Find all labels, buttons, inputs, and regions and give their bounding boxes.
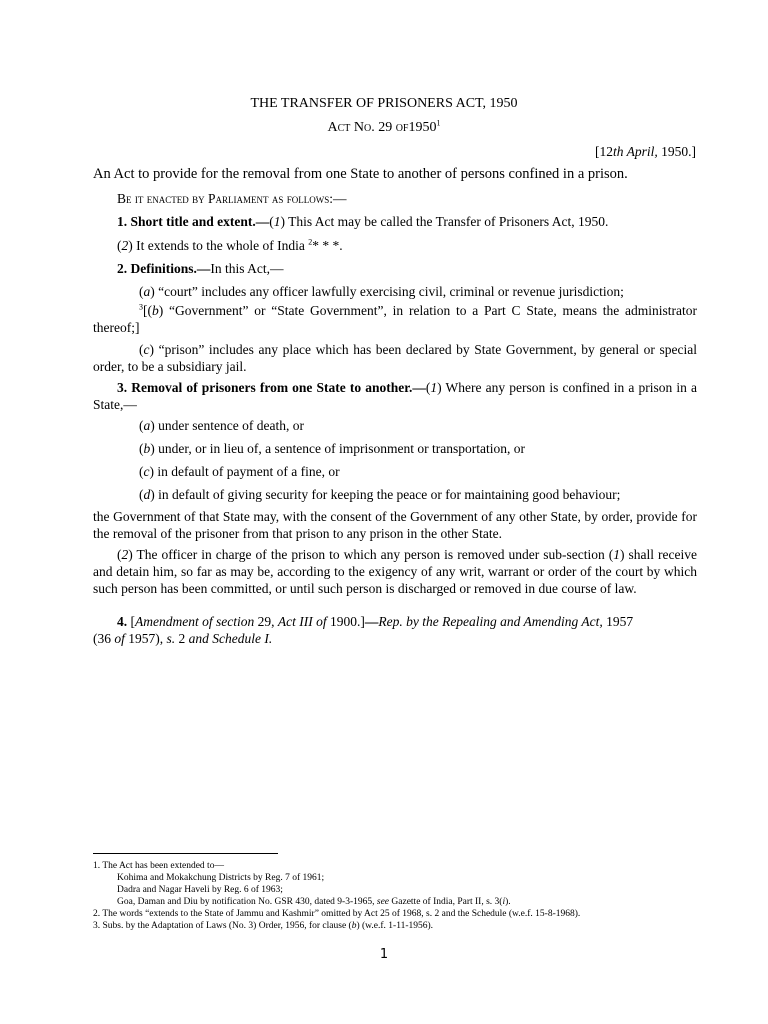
clause-label: c (143, 342, 150, 357)
repeal-ref: of (114, 631, 125, 646)
clause-a: (a) under sentence of death, or (139, 418, 304, 433)
section-1-p2-text: ) It extends to the whole of India (128, 238, 309, 253)
amend-num: 29, (254, 614, 278, 629)
date-open: [12 (594, 144, 613, 159)
act-date (595, 143, 696, 160)
definition-c: (c) “prison” includes any place which has been declared by State Government, by general or special order, to be a subsidiary jail. (93, 342, 697, 374)
footnote-1-line: Kohima and Mokakchung Districts by Reg. 7 of 1961; (117, 873, 325, 883)
clause-d: (d) in default of giving security for keeping the peace or for maintaining good behaviour; (139, 487, 621, 502)
footnote-1: 1. The Act has been extended to— (93, 861, 224, 871)
clause-label: b (143, 441, 151, 456)
section-1-text: ) This Act may be called the Transfer of Prisoners Act, 1950. (280, 214, 609, 229)
amend-year: 1900.] (326, 614, 365, 629)
enacting-clause (117, 190, 347, 207)
section-3-heading: 3. Removal of prisoners from one State to another.— (117, 380, 426, 395)
act-year: 1950 (408, 120, 437, 135)
section-4 (93, 613, 697, 647)
footnote-mark-1: 1 (436, 118, 441, 128)
section-2-intro-text: In this Act,— (210, 261, 284, 276)
footnote-1-line: Dadra and Nagar Haveli by Reg. 6 of 1963; (117, 885, 283, 895)
enact-initial: B (117, 191, 127, 206)
footnote-text: Gazette of India, Part II, s. 3( (389, 897, 503, 907)
amend-text: Amendment of section (135, 614, 255, 629)
repeal-ref: (36 (93, 631, 115, 646)
clause-label: d (143, 487, 151, 502)
section-3-p2-text: ) shall receive and detain him, so far as may be, according to the exigency of any writ, warrant or order of the court by which such person has been committed, or until such person is discharged or removed in due course of law. (93, 547, 697, 596)
clause-label: a (143, 418, 151, 433)
footnote-text: see (376, 897, 390, 907)
paren: ( (117, 238, 122, 253)
footnote-text: i (502, 897, 506, 907)
repeal-ref: s. (166, 631, 176, 646)
section-3-p2-text: ) The officer in charge of the prison to which any person is removed under sub-section ( (128, 547, 614, 562)
subsection-num: 2 (121, 547, 129, 562)
definition-a: (a) “court” includes any officer lawfully exercising civil, criminal or revenue jurisdiction; (139, 284, 624, 299)
repeal-ref: and Schedule I. (188, 631, 273, 646)
definition-text: “court” includes any officer lawfully exercising civil, criminal or revenue jurisdiction; (154, 284, 624, 299)
paren: ( (269, 214, 274, 229)
date-month: th April, (612, 144, 658, 159)
amend-text: Act III of (277, 614, 327, 629)
definition-text: “prison” includes any place which has been declared by State Government, by general or special order, to be a subsidiary jail. (93, 342, 697, 374)
footnote-text: 3. Subs. by the Adaptation of Laws (No. 3) Order, 1956, for clause ( (93, 921, 352, 931)
section-1-heading: 1. Short title and extent.— (117, 214, 270, 229)
repeal-ref: 2 (175, 631, 189, 646)
clause-label: b (152, 303, 159, 318)
clause-label: c (143, 464, 150, 479)
clause-text: in default of giving security for keeping the peace or for maintaining good behaviour; (154, 487, 621, 502)
preamble: An Act to provide for the removal from one State to another of persons confined in a prison. (93, 166, 628, 182)
clause-c: (c) in default of payment of a fine, or (139, 464, 340, 479)
footnote-divider (93, 853, 278, 854)
section-3-p2: (2) The officer in charge of the prison to which any person is removed under sub-section (1) shall receive and detain him, so far as may be, according to the exigency of any writ, warrant or order of the court by which such person has been committed, or until such person is discharged or removed in due course of law. (93, 547, 697, 596)
section-3-intro-text: ) Where any person is confined in a prison in a State,— (93, 380, 697, 412)
act-title: THE TRANSFER OF PRISONERS ACT, 1950 (250, 96, 518, 111)
bracket: [ (127, 614, 135, 629)
section-1-p2 (117, 237, 343, 254)
footnote-3 (93, 920, 433, 932)
definition-text: “Government” or “State Government”, in relation to a Part C State, means the administrator thereof;] (93, 303, 697, 335)
act-number (0, 119, 768, 136)
repeal-ref: 1957), (124, 631, 167, 646)
repeal-year: 1957 (602, 614, 634, 629)
dash: — (364, 614, 379, 629)
clause-b: (b) under, or in lieu of, a sentence of imprisonment or transportation, or (139, 441, 525, 456)
clause-text: under, or in lieu of, a sentence of imprisonment or transportation, or (154, 441, 525, 456)
footnote-text: b (351, 921, 357, 931)
footnote-1-line (117, 896, 511, 908)
section-3-intro: 3. Removal of prisoners from one State to another.—(1) Where any person is confined in a prison in a State,— (93, 380, 697, 412)
footnote-text: ). (505, 897, 511, 907)
section-2-heading: 2. Definitions.— (117, 261, 211, 276)
section-2-intro (117, 260, 284, 277)
footnote-text: ) (w.e.f. 1-11-1956). (356, 921, 434, 931)
section-4-number: 4. (117, 614, 128, 629)
section-3-tail: the Government of that State may, with the consent of the Government of any other State, by order, provide for the removal of the prisoner from that prison to any prison in the other State. (93, 509, 697, 541)
omission-stars: * * *. (312, 238, 343, 253)
clause-text: under sentence of death, or (154, 418, 304, 433)
repeal-text: Rep. by the Repealing and Amending Act, (378, 614, 603, 629)
clause-label: a (143, 284, 151, 299)
clause-text: in default of payment of a fine, or (154, 464, 340, 479)
date-close: 1950.] (657, 144, 696, 159)
subsection-num: 1 (273, 214, 281, 229)
section-1-p1 (117, 213, 608, 230)
subsection-ref: 1 (613, 547, 620, 562)
page-number: 1 (379, 947, 389, 962)
footnote-mark-3: 3 (139, 302, 143, 312)
footnote-2: 2. The words “extends to the State of Jammu and Kashmir” omitted by Act 25 of 1968, s. 2 and the Schedule (w.e.f. 15-8-1968). (93, 909, 581, 919)
subsection-num: 2 (121, 238, 129, 253)
footnote-mark-2: 2 (308, 237, 313, 247)
subsection-num: 1 (430, 380, 438, 395)
enact-text: e it enacted by Parliament as follows:— (126, 191, 347, 206)
footnote-text: Goa, Daman and Diu by notification No. GSR 430, dated 9-3-1965, (117, 897, 377, 907)
act-number-prefix: Act No. 29 of (327, 120, 409, 135)
definition-b: $^3$[(b) “Government” or “State Government”, in relation to a Part C State, means the administrator thereof;] (93, 302, 697, 335)
